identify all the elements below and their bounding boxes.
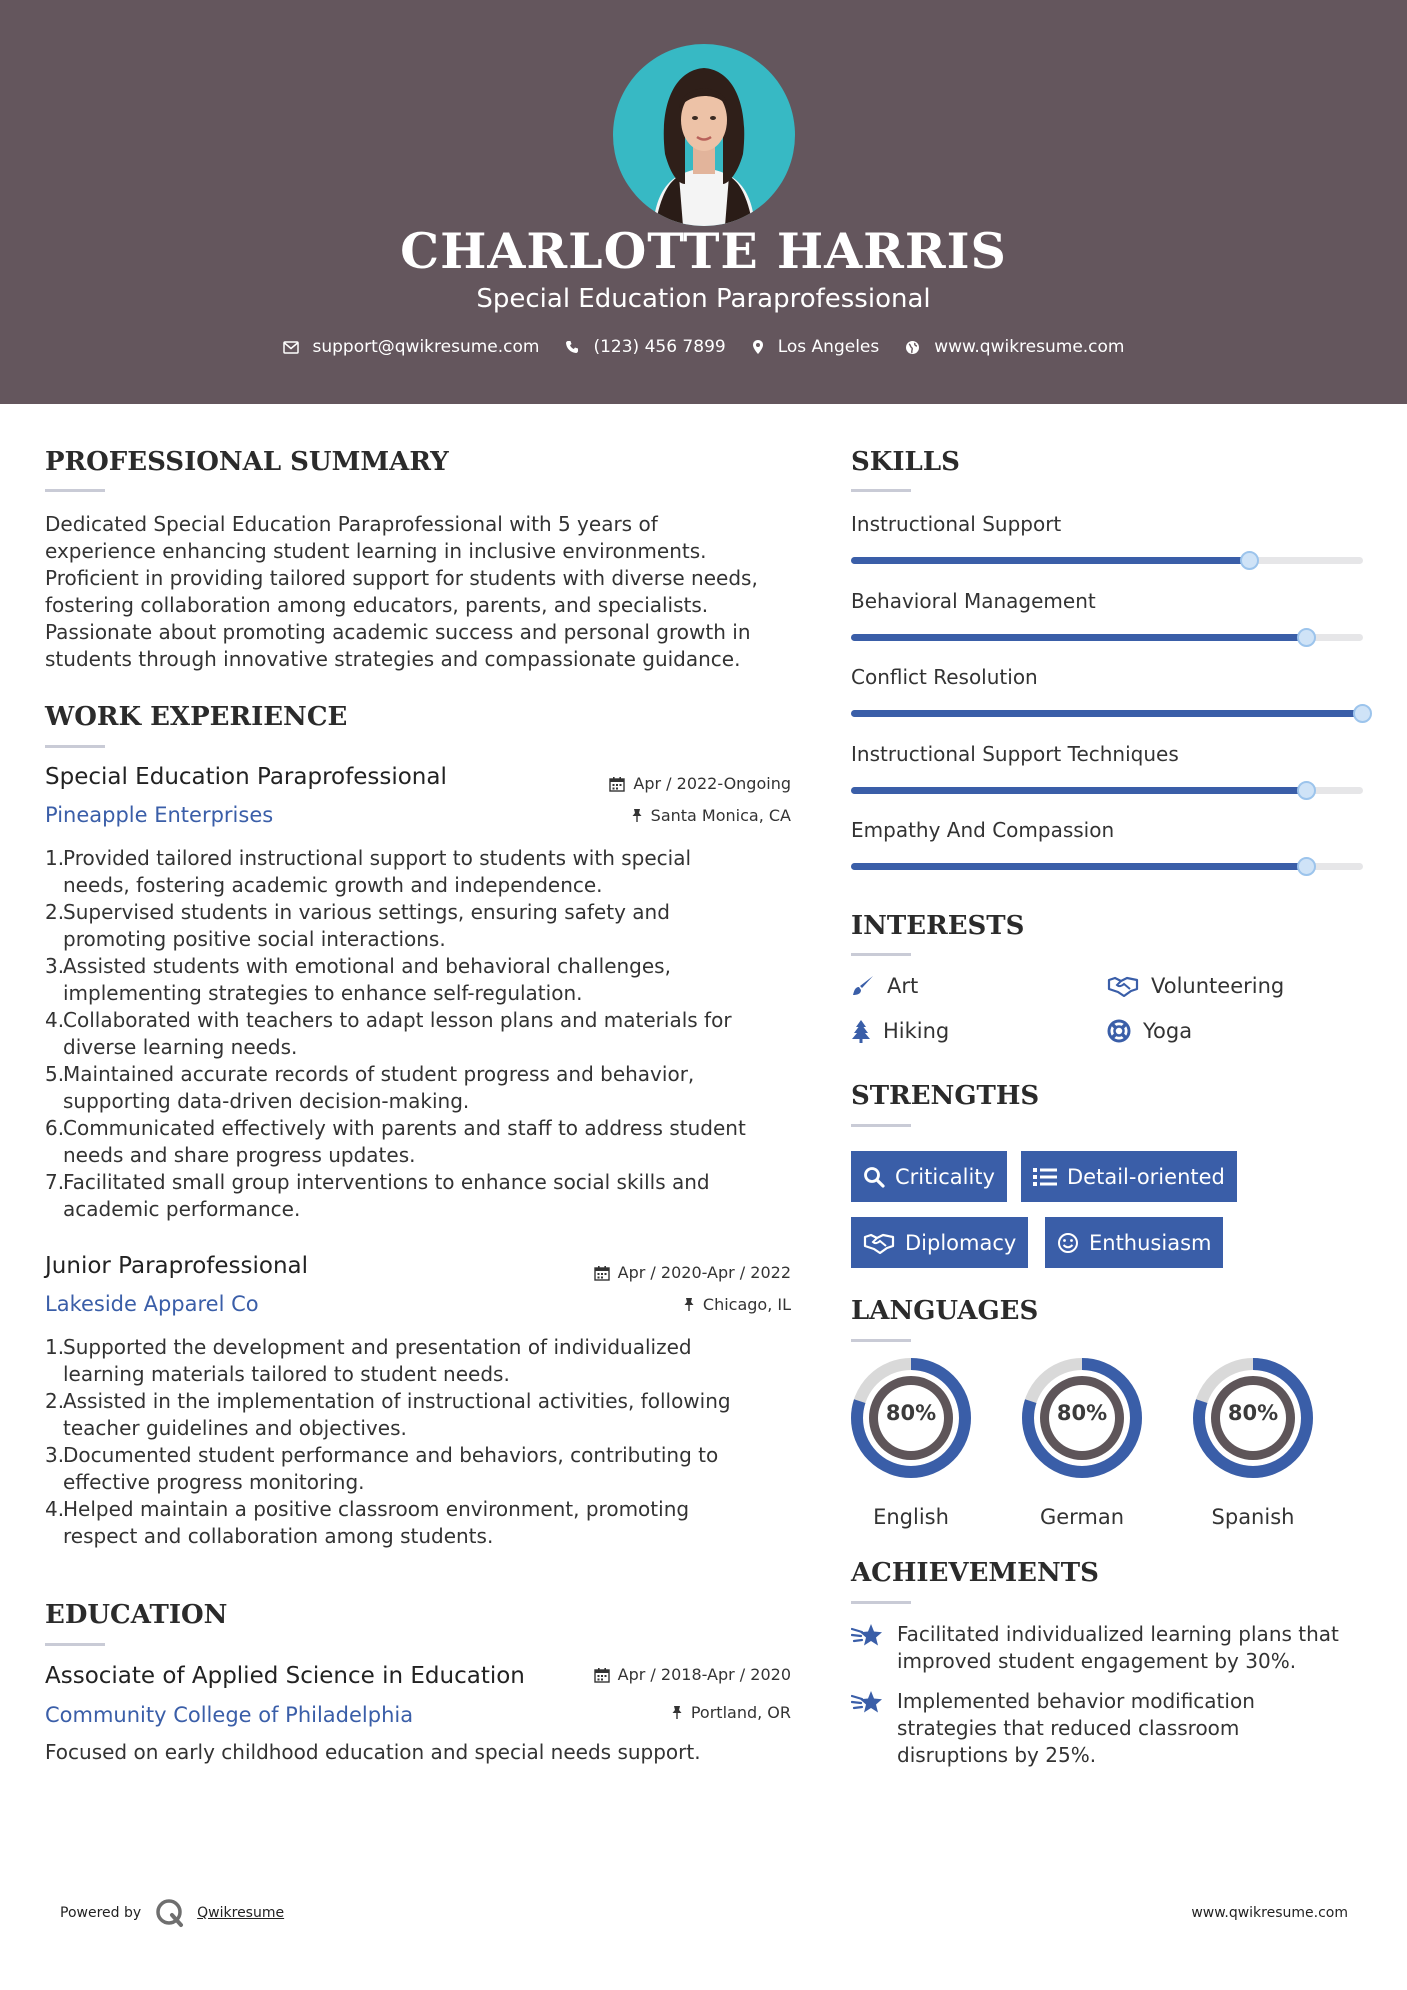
interest-label: Hiking [883, 1019, 950, 1043]
skill-bar-knob [1297, 781, 1316, 800]
language-item [1192, 1357, 1314, 1537]
contact-phone-text: (123) 456 7899 [593, 337, 726, 357]
contact-location-text: Los Angeles [777, 337, 880, 357]
achievement-line: disruptions by 25%. [897, 1743, 1097, 1767]
pushpin-icon [671, 1705, 683, 1720]
skill-name: Empathy And Compassion [851, 818, 1115, 842]
education-location-text: Portland, OR [690, 1703, 791, 1722]
list-item [45, 1388, 795, 1442]
bullet-line: effective progress monitoring. [63, 1470, 365, 1494]
lifering-icon [1107, 1019, 1131, 1043]
bullet-number: 1. [45, 846, 65, 870]
powered-by-text: Powered by [60, 1905, 142, 1921]
interest-label: Art [887, 974, 919, 998]
summary-line: Dedicated Special Education Paraprofessional with 5 years of [45, 512, 658, 536]
person-portrait-icon [613, 44, 795, 226]
education-heading: EDUCATION [45, 1600, 228, 1630]
contact-bar [0, 337, 1407, 357]
interest-item [1107, 1019, 1192, 1043]
bullet-number: 2. [45, 1389, 65, 1413]
qwikresume-logo-icon [155, 1898, 185, 1928]
achievement-line: Implemented behavior modification [897, 1689, 1255, 1713]
shooting-star-icon [851, 1623, 883, 1649]
summary-line: students through innovative strategies and compassionate guidance. [45, 647, 741, 671]
job-dates [560, 1263, 791, 1282]
language-name: German [1039, 1505, 1125, 1529]
skill-bar-knob [1240, 551, 1259, 570]
resume-header [0, 0, 1407, 404]
summary-text [45, 511, 758, 673]
bullet-line: teacher guidelines and objectives. [63, 1416, 407, 1440]
list-item [45, 1496, 795, 1550]
language-item [1021, 1357, 1143, 1537]
skill-bar [851, 710, 1363, 717]
education-note: Focused on early childhood education and special needs support. [45, 1740, 701, 1764]
list-item [45, 845, 795, 899]
summary-line: fostering collaboration among educators, parents, and specialists. [45, 593, 709, 617]
calendar-icon [594, 1667, 610, 1683]
shooting-star-icon [851, 1690, 883, 1716]
skill-name: Instructional Support [851, 512, 1062, 536]
job-title: Special Education Paraprofessional [45, 764, 447, 790]
tree-icon [851, 1019, 871, 1043]
contact-website-text: www.qwikresume.com [934, 337, 1125, 357]
profile-photo [613, 44, 795, 226]
bullet-line: Collaborated with teachers to adapt lesson plans and materials for [63, 1008, 732, 1032]
smile-icon [1057, 1232, 1079, 1254]
experience-heading: WORK EXPERIENCE [45, 702, 348, 732]
job-dates [560, 774, 791, 793]
languages-rule [851, 1339, 911, 1342]
contact-email[interactable] [283, 337, 540, 357]
skill-bar-knob [1297, 628, 1316, 647]
skill-name: Conflict Resolution [851, 665, 1038, 689]
bullet-line: Assisted students with emotional and behavioral challenges, [63, 954, 671, 978]
globe-icon [905, 340, 920, 355]
job-location [560, 1295, 791, 1314]
strength-chip [1045, 1217, 1223, 1268]
candidate-name: CHARLOTTE HARRIS [400, 222, 1007, 280]
achievement-line: strategies that reduced classroom [897, 1716, 1240, 1740]
job-location [560, 806, 791, 825]
bullet-line: implementing strategies to enhance self-regulation. [63, 981, 583, 1005]
language-percent: 80% [1056, 1401, 1108, 1425]
skill-bar-fill [851, 710, 1363, 717]
pushpin-icon [683, 1297, 695, 1312]
achievement-text [897, 1621, 1339, 1675]
skill-bar-knob [1353, 704, 1372, 723]
skill-bar [851, 557, 1363, 564]
skill-bar-fill [851, 634, 1307, 641]
list-item [45, 1115, 795, 1169]
bullet-line: needs and share progress updates. [63, 1143, 416, 1167]
skill-bar [851, 634, 1363, 641]
interests-rule [851, 953, 911, 956]
paintbrush-icon [851, 974, 875, 998]
phone-icon [565, 340, 579, 354]
job-bullets [45, 845, 795, 1223]
bullet-line: diverse learning needs. [63, 1035, 298, 1059]
education-rule [45, 1643, 105, 1646]
strengths-rule [851, 1124, 911, 1127]
strength-chip [851, 1151, 1007, 1202]
achievement-item [851, 1621, 1339, 1675]
list-item [45, 1169, 795, 1223]
degree-title: Associate of Applied Science in Education [45, 1663, 525, 1689]
list-icon [1033, 1167, 1057, 1187]
education-dates-text: Apr / 2018-Apr / 2020 [617, 1665, 791, 1684]
bullet-number: 1. [45, 1335, 65, 1359]
skills-heading: SKILLS [851, 447, 960, 477]
skill-bar-fill [851, 557, 1250, 564]
achievement-item [851, 1688, 1255, 1769]
languages-heading: LANGUAGES [851, 1296, 1039, 1326]
bullet-number: 2. [45, 900, 65, 924]
job-location-text: Santa Monica, CA [650, 806, 791, 825]
interests-heading: INTERESTS [851, 911, 1025, 941]
bullet-line: learning materials tailored to student needs. [63, 1362, 510, 1386]
summary-line: Passionate about promoting academic success and personal growth in [45, 620, 751, 644]
calendar-icon [609, 776, 625, 792]
interest-label: Volunteering [1151, 974, 1285, 998]
bullet-line: Documented student performance and behaviors, contributing to [63, 1443, 719, 1467]
experience-rule [45, 745, 105, 748]
bullet-number: 3. [45, 954, 65, 978]
strength-chip [851, 1217, 1028, 1268]
envelope-icon [283, 341, 299, 354]
language-item [850, 1357, 972, 1537]
interest-label: Yoga [1143, 1019, 1193, 1043]
language-percent: 80% [1227, 1401, 1279, 1425]
bullet-line: Supervised students in various settings, ensuring safety and [63, 900, 670, 924]
list-item [45, 1007, 795, 1061]
strengths-heading: STRENGTHS [851, 1081, 1040, 1111]
bullet-line: Communicated effectively with parents and staff to address student [63, 1116, 746, 1140]
handshake-icon [1107, 975, 1139, 997]
job-company: Lakeside Apparel Co [45, 1292, 259, 1316]
achievement-line: improved student engagement by 30%. [897, 1649, 1297, 1673]
achievements-heading: ACHIEVEMENTS [851, 1558, 1099, 1588]
school-name: Community College of Philadelphia [45, 1703, 414, 1727]
candidate-role: Special Education Paraprofessional [476, 284, 931, 314]
skill-bar-fill [851, 863, 1307, 870]
skills-rule [851, 489, 911, 492]
list-item [45, 1442, 795, 1496]
contact-phone[interactable] [565, 337, 725, 357]
skill-name: Instructional Support Techniques [851, 741, 1179, 766]
summary-line: Proficient in providing tailored support for students with diverse needs, [45, 566, 758, 590]
strength-chip [1021, 1151, 1237, 1202]
language-name: English [873, 1505, 949, 1529]
list-item [45, 1334, 795, 1388]
bullet-line: promoting positive social interactions. [63, 927, 446, 951]
bullet-number: 4. [45, 1008, 65, 1032]
interest-item [851, 1019, 949, 1043]
list-item [45, 953, 795, 1007]
strength-label: Detail-oriented [1067, 1164, 1225, 1189]
skill-bar-knob [1297, 857, 1316, 876]
bullet-line: Provided tailored instructional support to students with special [63, 846, 692, 870]
contact-location [752, 337, 880, 357]
achievement-text [897, 1688, 1255, 1769]
bullet-line: Assisted in the implementation of instructional activities, following [63, 1389, 731, 1413]
calendar-icon [594, 1265, 610, 1281]
map-marker-icon [752, 339, 764, 355]
bullet-line: respect and collaboration among students. [63, 1524, 494, 1548]
bullet-line: academic performance. [63, 1197, 301, 1221]
interest-item [1107, 974, 1284, 998]
bullet-line: supporting data-driven decision-making. [63, 1089, 470, 1113]
job-location-text: Chicago, IL [702, 1295, 791, 1314]
job-bullets [45, 1334, 795, 1550]
bullet-number: 7. [45, 1170, 65, 1194]
bullet-number: 6. [45, 1116, 65, 1140]
achievement-line: Facilitated individualized learning plans that [897, 1622, 1339, 1646]
job-company: Pineapple Enterprises [45, 803, 274, 827]
language-percent: 80% [885, 1401, 937, 1425]
list-item [45, 1061, 795, 1115]
bullet-line: Maintained accurate records of student progress and behavior, [63, 1062, 695, 1086]
bullet-line: Facilitated small group interventions to enhance social skills and [63, 1170, 710, 1194]
bullet-number: 5. [45, 1062, 65, 1086]
job-dates-text: Apr / 2020-Apr / 2022 [617, 1263, 791, 1282]
job-dates-text: Apr / 2022-Ongoing [633, 774, 791, 793]
pushpin-icon [631, 808, 643, 823]
bullet-line: Helped maintain a positive classroom environment, promoting [63, 1497, 690, 1521]
summary-heading: PROFESSIONAL SUMMARY [45, 447, 449, 477]
handshake-icon [863, 1232, 895, 1254]
strength-label: Criticality [895, 1164, 995, 1189]
skill-bar-fill [851, 787, 1307, 794]
bullet-line: needs, fostering academic growth and independence. [63, 873, 603, 897]
list-item [45, 899, 795, 953]
bullet-number: 3. [45, 1443, 65, 1467]
bullet-number: 4. [45, 1497, 65, 1521]
contact-website[interactable] [905, 337, 1124, 357]
interest-item [851, 974, 918, 998]
education-location [560, 1703, 791, 1722]
bullet-line: Supported the development and presentation of individualized [63, 1335, 692, 1359]
skill-bar [851, 863, 1363, 870]
language-name: Spanish [1211, 1505, 1295, 1529]
education-dates [560, 1665, 791, 1684]
summary-line: experience enhancing student learning in inclusive environments. [45, 539, 707, 563]
achievements-rule [851, 1601, 911, 1604]
footer-site[interactable]: www.qwikresume.com [1191, 1905, 1348, 1921]
strength-label: Diplomacy [905, 1230, 1017, 1255]
brand-link[interactable]: Qwikresume [197, 1905, 285, 1921]
strength-label: Enthusiasm [1089, 1230, 1212, 1255]
contact-email-text: support@qwikresume.com [312, 337, 540, 357]
job-title: Junior Paraprofessional [45, 1253, 309, 1279]
skill-bar [851, 787, 1363, 794]
footer-branding [60, 1898, 284, 1928]
skill-name: Behavioral Management [851, 588, 1096, 613]
summary-rule [45, 489, 105, 492]
search-icon [863, 1166, 885, 1188]
